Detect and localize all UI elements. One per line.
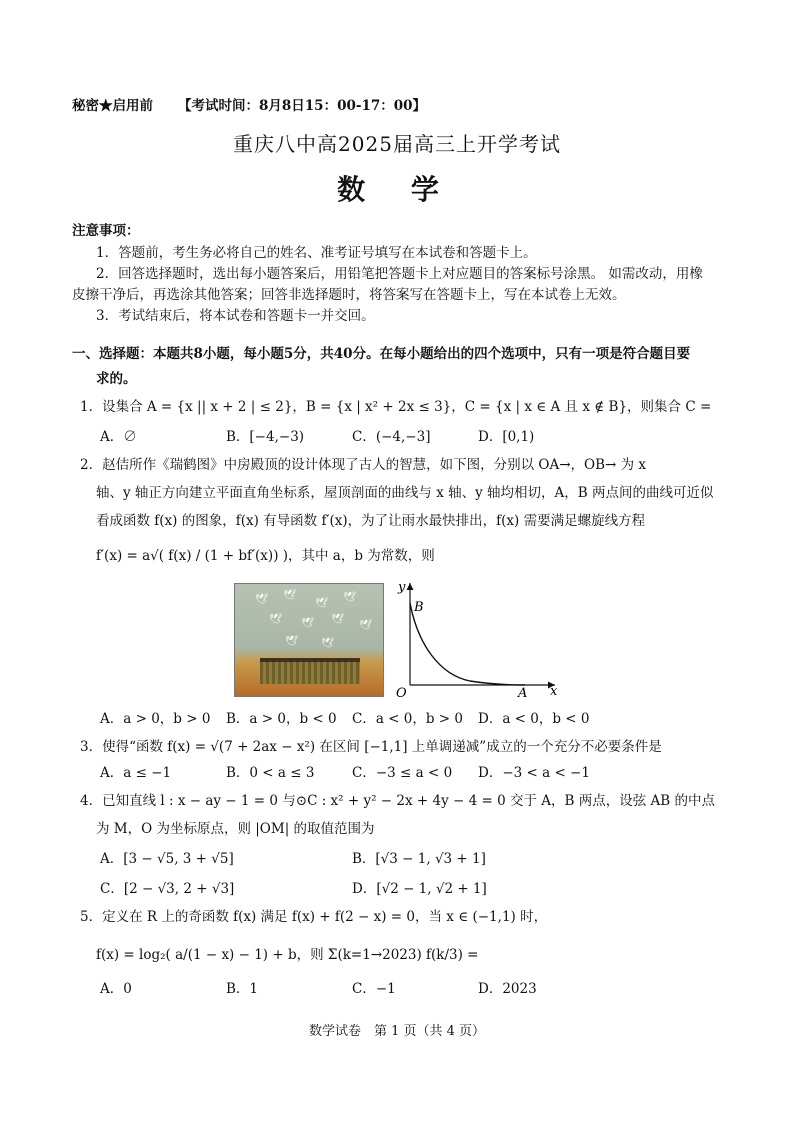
q2-option-a: A．a > 0，b > 0: [100, 711, 211, 727]
q2-line-4: f′(x) = a√( f(x) / (1 + bf′(x)) )，其中 a，b 为常数，则: [96, 548, 435, 564]
q5-line-2: f(x) = log₂( a/(1 − x) − 1) + b，则 Σ(k=1→2023) f(k/3) =: [96, 947, 479, 963]
q2-line-3: 看成函数 f(x) 的图象，f(x) 有导函数 f′(x)，为了让雨水最快排出，f(x) 需要满足螺旋线方程: [96, 513, 646, 529]
exam-title: 重庆八中高2025届高三上开学考试: [233, 132, 561, 156]
origin-label: O: [396, 686, 407, 700]
page-footer: 数学试卷 第 1 页（共 4 页）: [308, 1024, 486, 1039]
q2-option-b: B．a > 0，b < 0: [226, 711, 337, 727]
q2-line-1: 2．赵佶所作《瑞鹤图》中房殿顶的设计体现了古人的智慧，如下图，分别以 OA→，OB→ 为 x: [80, 457, 647, 473]
exam-time: 【考试时间：8月8日15：00-17：00】: [178, 98, 427, 114]
section-heading-a: 一、选择题：本题共8小题，每小题5分，共40分。在每小题给出的四个选项中，只有一项是符合题目要: [72, 346, 691, 362]
note-1: 1．答题前，考生务必将自己的姓名、准考证号填写在本试卷和答题卡上。: [96, 245, 537, 261]
q3-option-c: C．−3 ≤ a < 0: [352, 765, 453, 781]
q2-option-c: C．a < 0，b > 0: [352, 711, 463, 727]
q5-option-b: B．1: [226, 981, 259, 997]
section-heading-b: 求的。: [96, 371, 137, 387]
x-axis-label: x: [550, 684, 558, 699]
subject-title: 数 学: [337, 173, 457, 206]
roof-curve-graph: [390, 575, 570, 700]
point-b-label: B: [414, 600, 424, 615]
q5-option-d: D．2023: [478, 981, 537, 997]
note-2a: 2．回答选择题时，选出每小题答案后，用铅笔把答题卡上对应题目的答案标号涂黑。 如需改动，用橡: [96, 266, 703, 282]
point-a-label: A: [518, 686, 528, 700]
note-2b: 皮擦干净后，再选涂其他答案；回答非选择题时，将答案写在答题卡上，写在本试卷上无效。: [72, 287, 626, 303]
q1-stem: 1．设集合 A = {x || x + 2 | ≤ 2}，B = {x | x² + 2x ≤ 3}，C = {x | x ∈ A 且 x ∉ B}，则集合 C =: [80, 399, 712, 415]
curve-ab: [410, 603, 525, 685]
q4-option-a: A．[3 − √5, 3 + √5]: [100, 851, 234, 867]
y-axis-label: y: [398, 580, 406, 595]
q1-option-a: A．∅: [100, 429, 137, 445]
painting-illustration: 🕊 🕊 🕊 🕊 🕊 🕊 🕊 🕊 🕊 🕊: [234, 583, 384, 697]
q3-stem: 3．使得“函数 f(x) = √(7 + 2ax − x²) 在区间 [−1,1] 上单调递减”成立的一个充分不必要条件是: [80, 739, 662, 755]
q3-option-d: D．−3 < a < −1: [478, 765, 590, 781]
q3-option-b: B．0 < a ≤ 3: [226, 765, 315, 781]
q4-option-b: B．[√3 − 1, √3 + 1]: [352, 851, 486, 867]
q4-line-2: 为 M，O 为坐标原点，则 |OM| 的取值范围为: [96, 821, 375, 837]
q5-line-1: 5．定义在 R 上的奇函数 f(x) 满足 f(x) + f(2 − x) = 0，当 x ∈ (−1,1) 时，: [80, 909, 548, 925]
q4-line-1: 4．已知直线 l : x − ay − 1 = 0 与⊙C : x² + y² − 2x + 4y − 4 = 0 交于 A，B 两点，设弦 AB 的中点: [80, 793, 715, 809]
q5-option-c: C．−1: [352, 981, 396, 997]
q1-option-c: C．(−4,−3]: [352, 429, 431, 445]
q3-option-a: A．a ≤ −1: [100, 765, 172, 781]
q2-line-2: 轴、y 轴正方向建立平面直角坐标系，屋顶剖面的曲线与 x 轴、y 轴均相切，A，B 两点间的曲线可近似: [96, 485, 714, 501]
q1-option-d: D．[0,1): [478, 429, 535, 445]
notes-heading: 注意事项：: [72, 223, 140, 239]
confidential-label: 秘密★启用前: [72, 98, 153, 114]
q4-option-c: C．[2 − √3, 2 + √3]: [100, 881, 235, 897]
note-3: 3．考试结束后，将本试卷和答题卡一并交回。: [96, 308, 375, 324]
q2-option-d: D．a < 0，b < 0: [478, 711, 590, 727]
q1-option-b: B．[−4,−3): [226, 429, 305, 445]
q4-option-d: D．[√2 − 1, √2 + 1]: [352, 881, 487, 897]
q5-option-a: A．0: [100, 981, 132, 997]
